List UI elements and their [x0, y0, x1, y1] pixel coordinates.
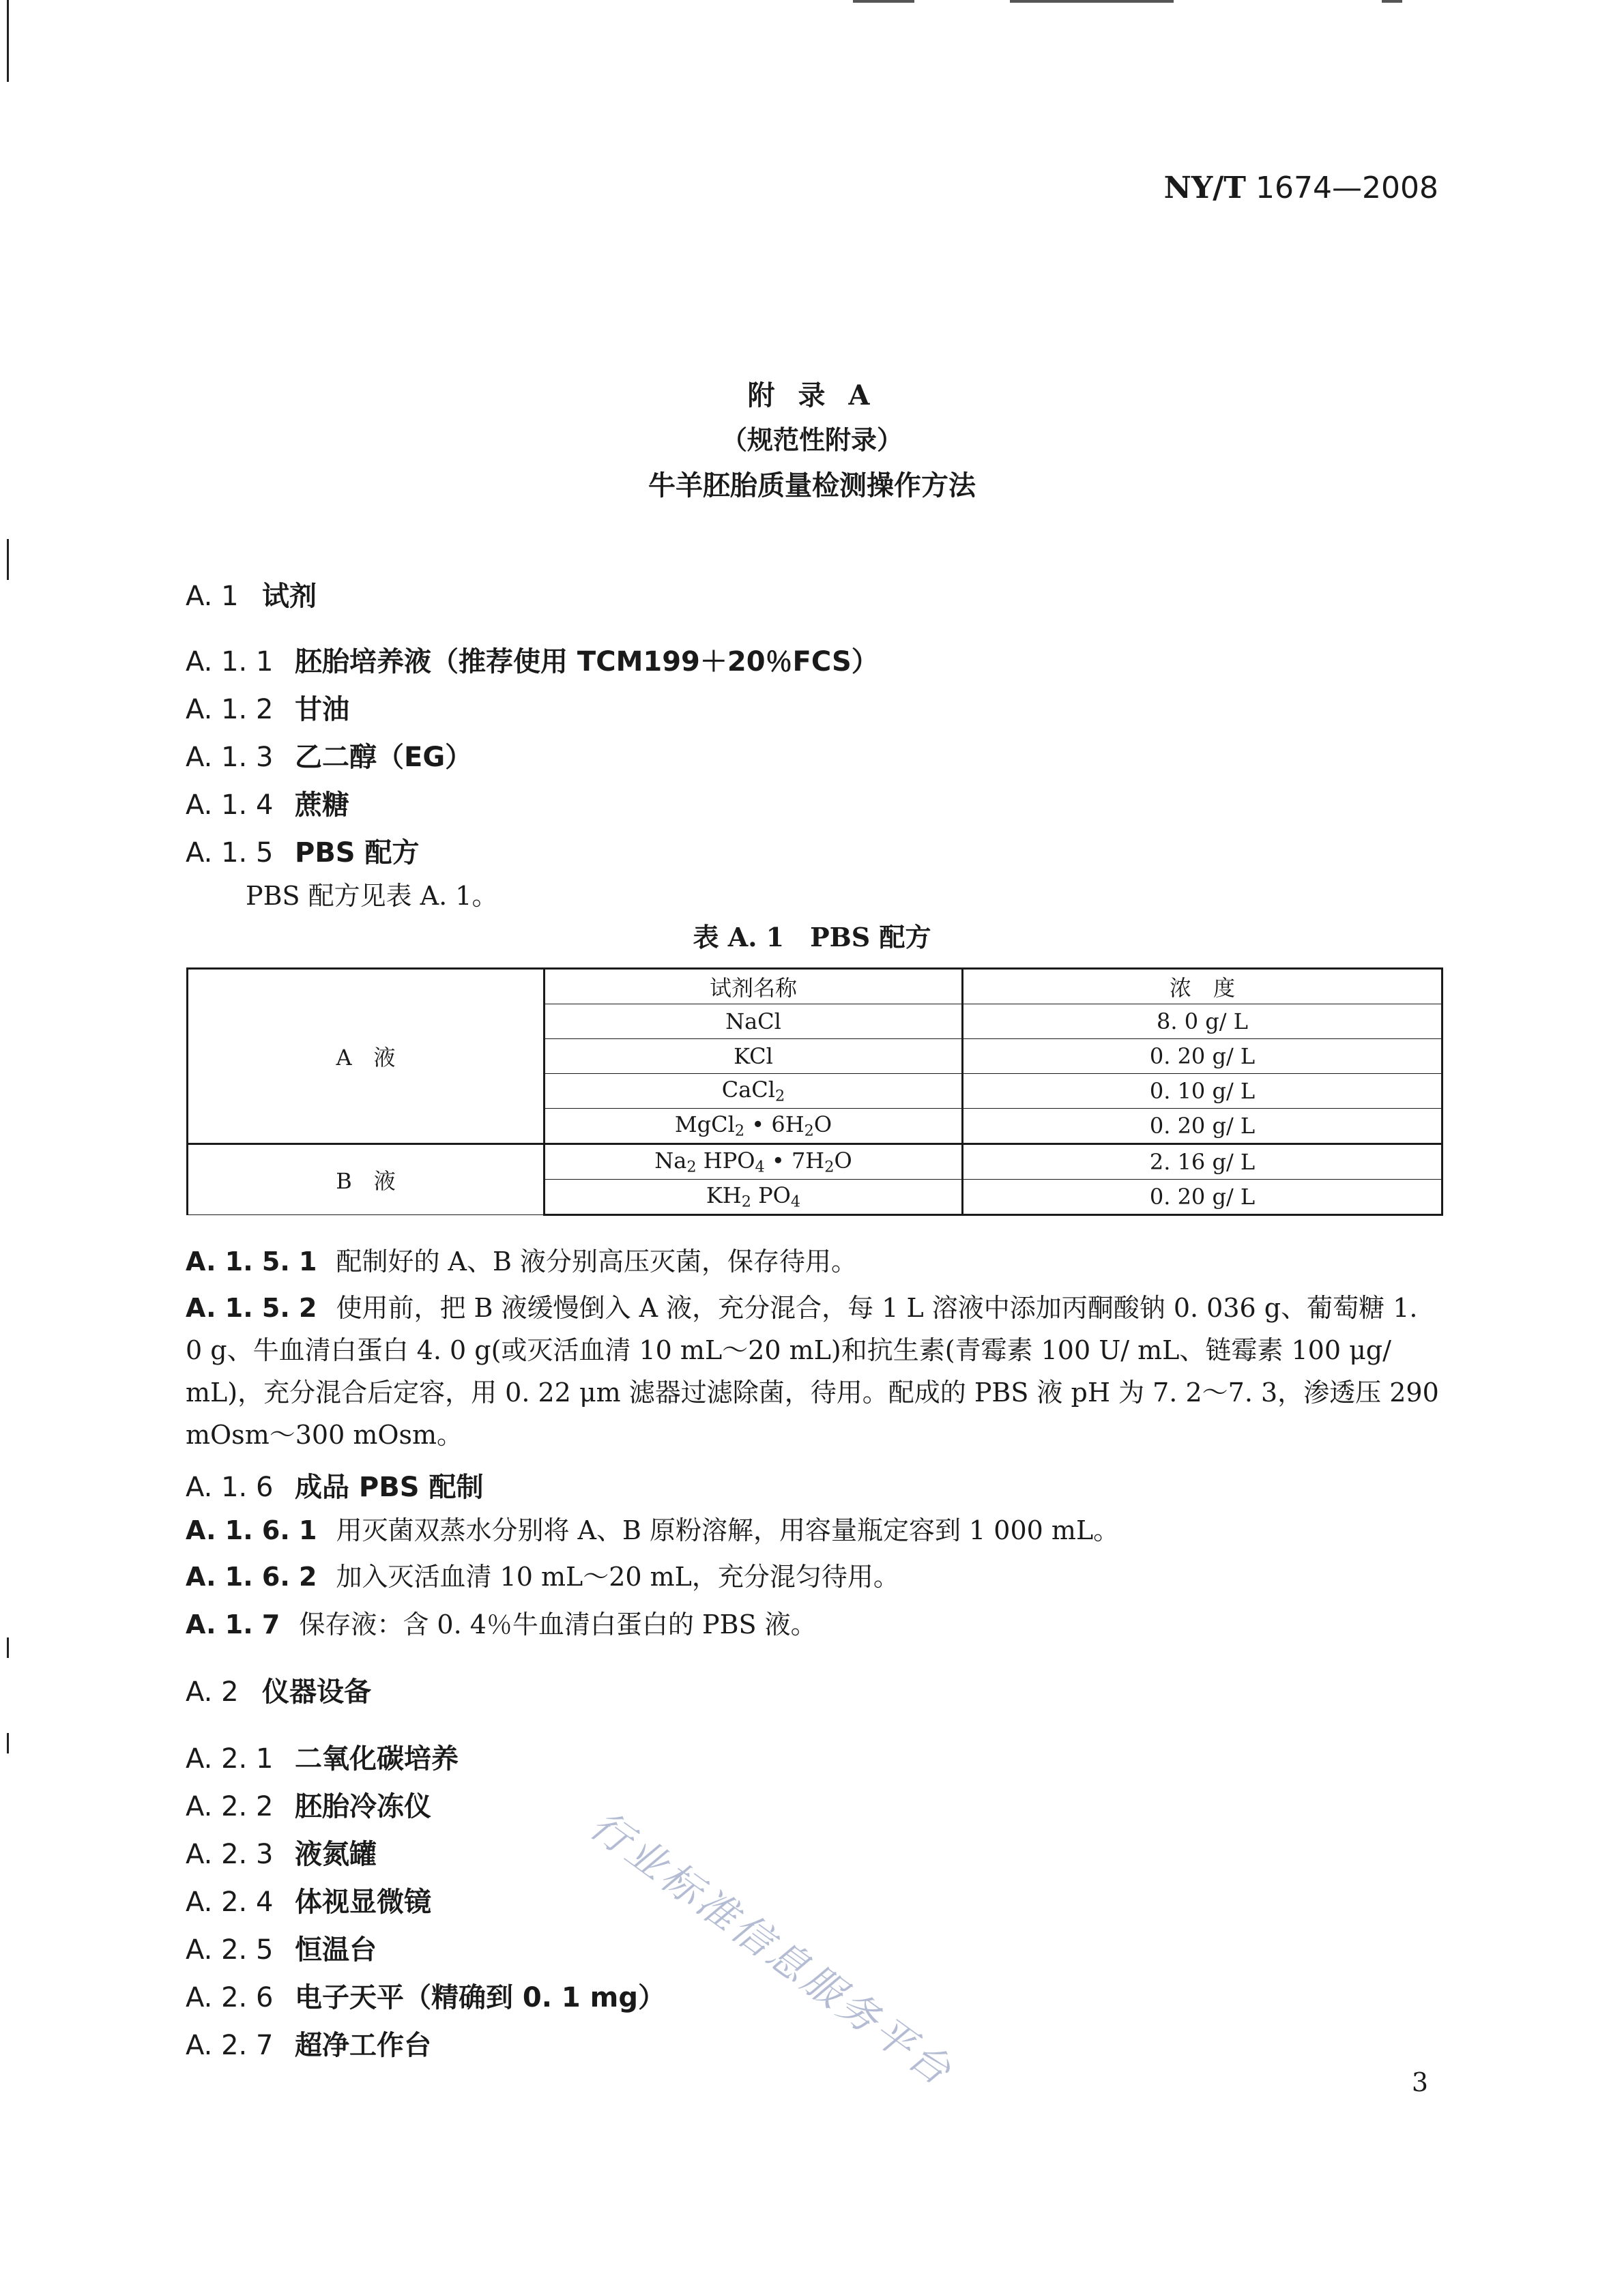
standard-code-number: 1674—2008 — [1256, 171, 1438, 205]
clause-number: A. 1. 7 — [186, 1610, 280, 1640]
clause-title: 液氮罐 — [295, 1839, 377, 1870]
clause-title: 电子天平（精确到 0. 1 mg） — [295, 1982, 665, 2013]
concentration-cell: 0. 20 g/ L — [963, 1109, 1442, 1144]
concentration-cell: 0. 20 g/ L — [963, 1039, 1442, 1074]
clause-a1-1 — [186, 640, 879, 679]
section-title: 试剂 — [262, 581, 317, 612]
clause-number: A. 1. 5. 2 — [186, 1293, 317, 1323]
group-label-b: B 液 — [188, 1144, 545, 1215]
clause-a1-7 — [186, 1603, 1441, 1646]
concentration-cell: 0. 20 g/ L — [963, 1180, 1442, 1215]
clause-a2-5 — [186, 1928, 377, 1967]
concentration-cell: 8. 0 g/ L — [963, 1004, 1442, 1039]
clause-number: A. 2. 6 — [186, 1982, 274, 2013]
standard-code-prefix: NY/T — [1163, 171, 1247, 205]
scan-mark — [853, 0, 914, 3]
clause-title: 体视显微镜 — [295, 1887, 431, 1918]
clause-a1-5 — [186, 831, 420, 870]
clause-title: 二氧化碳培养 — [295, 1743, 459, 1775]
clause-number: A. 1. 6 — [186, 1472, 274, 1503]
clause-number: A. 1. 6. 1 — [186, 1515, 317, 1545]
clause-title: PBS 配方 — [295, 837, 420, 869]
clause-title: 恒温台 — [295, 1934, 377, 1966]
reagent-cell: KCl — [545, 1039, 963, 1074]
appendix-title: 附 录 A — [747, 379, 877, 411]
clause-title: 胚胎培养液（推荐使用 TCM199＋20％FCS） — [295, 646, 879, 678]
clause-number: A. 1. 1 — [186, 646, 274, 678]
watermark: 行业标准信息服务平台 — [581, 1801, 963, 2096]
pbs-table — [186, 967, 1443, 1216]
clause-a1-2 — [186, 688, 349, 727]
clause-number: A. 1. 4 — [186, 789, 274, 821]
concentration-cell: 2. 16 g/ L — [963, 1144, 1442, 1180]
clause-number: A. 2. 1 — [186, 1743, 274, 1775]
clause-number: A. 1. 3 — [186, 742, 274, 773]
clause-text: 配制好的 A、B 液分别高压灭菌，保存待用。 — [336, 1247, 857, 1277]
clause-number: A. 2. 2 — [186, 1791, 274, 1822]
concentration-cell: 0. 10 g/ L — [963, 1074, 1442, 1109]
reagent-cell: NaCl — [545, 1004, 963, 1039]
clause-a2-3 — [186, 1833, 377, 1872]
clause-text: 加入灭活血清 10 mL～20 mL，充分混匀待用。 — [336, 1562, 899, 1592]
table-header-row — [188, 969, 1442, 1004]
clause-a1-6-2 — [186, 1556, 1441, 1598]
clause-number: A. 1. 2 — [186, 694, 274, 725]
clause-a1-5-1 — [186, 1240, 1441, 1283]
header-concentration: 浓 度 — [963, 969, 1442, 1004]
clause-number: A. 2. 5 — [186, 1934, 274, 1966]
table-title: 表 A. 1 PBS 配方 — [693, 922, 931, 952]
clause-a2-1 — [186, 1737, 459, 1776]
clause-a1-6-1 — [186, 1509, 1441, 1552]
clause-number: A. 2. 3 — [186, 1839, 274, 1870]
clause-a1-3 — [186, 736, 472, 774]
clause-title: 胚胎冷冻仪 — [295, 1791, 431, 1822]
standard-code — [1164, 171, 1438, 205]
section-heading-a1 — [186, 574, 317, 613]
clause-a2-7 — [186, 2024, 431, 2063]
appendix-name: 牛羊胚胎质量检测操作方法 — [648, 470, 976, 501]
reagent-cell: CaCl$_2$ — [545, 1074, 963, 1109]
clause-number: A. 1. 5. 1 — [186, 1247, 317, 1277]
scan-edge — [7, 539, 9, 580]
group-label-a: A 液 — [188, 969, 545, 1144]
reagent-cell: $Na_2$ $HPO_4$ • $7H_2O$ — [545, 1144, 963, 1180]
page-number: 3 — [1411, 2067, 1428, 2097]
header-reagent: 试剂名称 — [545, 969, 963, 1004]
table-row — [188, 1144, 1442, 1180]
clause-a1-4 — [186, 783, 349, 822]
clause-number: A. 2. 7 — [186, 2030, 274, 2061]
scan-edge — [7, 1733, 9, 1753]
clause-a1-5-2 — [186, 1287, 1441, 1456]
clause-text: 使用前，把 B 液缓慢倒入 A 液，充分混合，每 1 L 溶液中添加丙酮酸钠 0. 036 g、葡萄糖 1. 0 g、牛血清白蛋白 4. 0 g(或灭活血清 10 mL～20 mL)和抗生素(青霉素 100 U/ mL、链霉素 100 μg/ mL)，充分混合后定容，用 0. 22 μm 滤器过滤除菌，待用。配成的 PBS 液 pH 为 7. 2～7. 3，渗透压 290 mOsm～300 mOsm。 — [186, 1293, 1439, 1450]
pbs-reference-text: PBS 配方见表 A. 1。 — [246, 881, 498, 911]
clause-number: A. 2. 4 — [186, 1887, 274, 1918]
section-number: A. 1 — [186, 581, 239, 612]
clause-text: 用灭菌双蒸水分别将 A、B 原粉溶解，用容量瓶定容到 1 000 mL。 — [336, 1515, 1120, 1545]
scan-edge — [7, 0, 9, 82]
section-heading-a2 — [186, 1670, 371, 1709]
clause-title: 甘油 — [295, 694, 349, 725]
clause-a2-2 — [186, 1785, 431, 1824]
scan-mark — [1382, 0, 1402, 3]
appendix-subtitle: （规范性附录） — [721, 425, 903, 455]
clause-title: 成品 PBS 配制 — [295, 1472, 484, 1503]
clause-a1-6 — [186, 1466, 483, 1504]
clause-title: 超净工作台 — [295, 2030, 431, 2061]
clause-number: A. 1. 5 — [186, 837, 274, 869]
clause-title: 蔗糖 — [295, 789, 349, 821]
clause-title: 乙二醇（EG） — [295, 742, 473, 773]
reagent-cell: $KH_2$ $PO_4$ — [545, 1180, 963, 1215]
clause-text: 保存液：含 0. 4％牛血清白蛋白的 PBS 液。 — [299, 1610, 817, 1640]
reagent-cell: MgCl$_2$ • $6H_2O$ — [545, 1109, 963, 1144]
clause-number: A. 1. 6. 2 — [186, 1562, 317, 1592]
scan-mark — [1010, 0, 1174, 3]
clause-a2-6 — [186, 1976, 665, 2015]
section-title: 仪器设备 — [262, 1676, 371, 1708]
scan-edge — [7, 1637, 9, 1658]
clause-a2-4 — [186, 1880, 431, 1919]
section-number: A. 2 — [186, 1676, 239, 1708]
